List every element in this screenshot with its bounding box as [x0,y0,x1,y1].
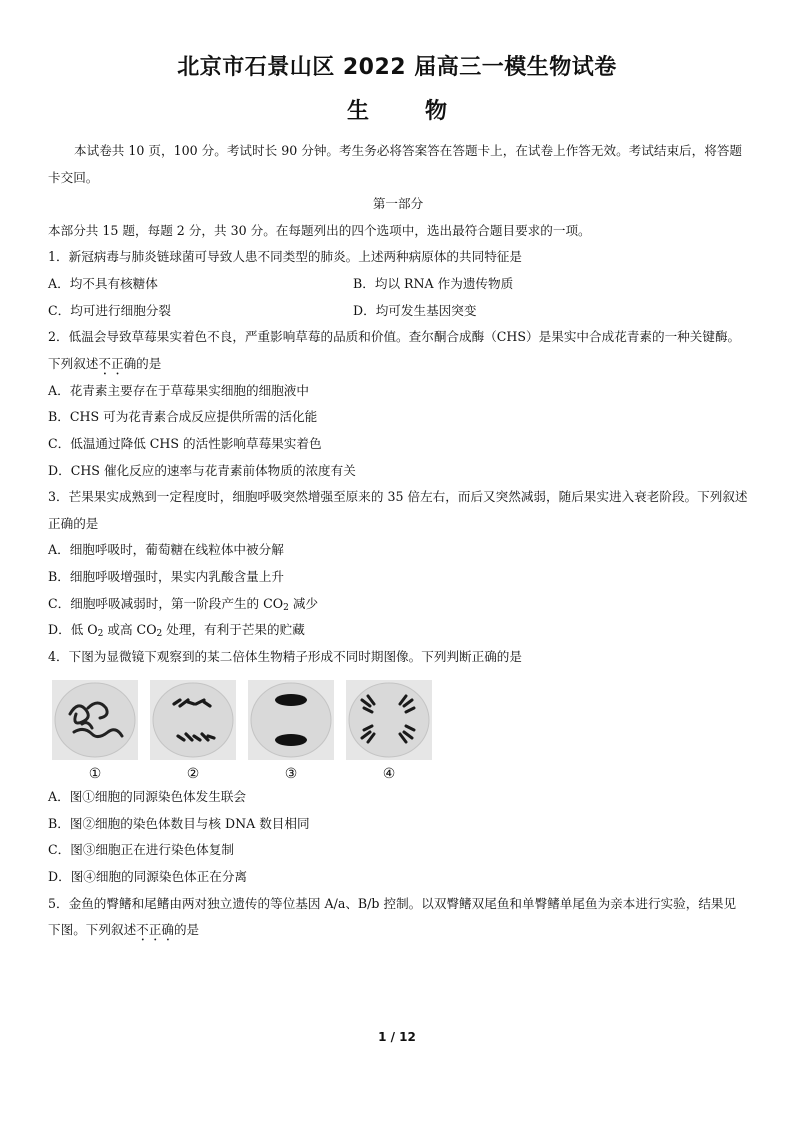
q3-d-end: 处理，有利于芒果的贮藏 [162,622,305,638]
q4-label-1: ① [88,766,102,783]
q3-option-a: A．细胞呼吸时，葡萄糖在线粒体中被分解 [48,542,284,558]
q1-stem: 1．新冠病毒与肺炎链球菌可导致人患不同类型的肺炎。上述两种病原体的共同特征是 [48,249,522,265]
q4-option-c: C．图③细胞正在进行染色体复制 [48,842,234,858]
q3-d-mid: 或高 CO [103,622,157,638]
q5-stem-text: 5．金鱼的臀鳍和尾鳍由两对独立遗传的等位基因 A/a、B/b 控制。以双臀鳍双尾鱼和单臀鳍单尾鱼为亲本进行实验，结果见下图。下列叙述 [48,895,737,938]
subject-title [0,94,794,125]
q4-option-d: D．图④细胞的同源染色体正在分离 [48,869,248,885]
q1-options-row-1 [48,271,748,298]
q4-image-2 [150,680,236,784]
part-description: 本部分共 15 题，每题 2 分，共 30 分。在每题列出的四个选项中，选出最符合题目要求的一项。 [48,222,591,238]
q3-d-sub1: 2 [97,629,104,640]
q2-option-a: A．花青素主要存在于草莓果实细胞的细胞液中 [48,382,309,398]
q4-image-4 [346,680,432,784]
q3-option-c [48,591,748,618]
subject-char-2: 物 [425,99,448,124]
q2-option-d: D．CHS 催化反应的速率与花青素前体物质的浓度有关 [48,462,356,478]
q4-option-a: A．图①细胞的同源染色体发生联会 [48,789,247,805]
q3-stem: 3．芒果果实成熟到一定程度时，细胞呼吸突然增强至原来的 35 倍左右，而后又突然减弱，随后果实进入衰老阶段。下列叙述正确的是 [48,489,748,531]
q4-option-b: B．图②细胞的染色体数目与核 DNA 数目相同 [48,815,310,831]
q4-label-3: ③ [284,766,298,783]
page-number: 1 / 12 [378,1030,416,1044]
q5-stem [48,891,748,945]
micrograph-4-image [346,680,432,760]
q5-emphasis: 不正确 [136,922,174,938]
q4-image-3 [248,680,334,784]
intro-text: 本试卷共 10 页，100 分。考试时长 90 分钟。考生务必将答案答在答题卡上，在试卷上作答无效。考试结束后，将答题卡交回。 [48,143,743,185]
q2-stem-end: 确的是 [123,355,162,371]
q3-option-d [48,617,748,644]
q1-options-row-2 [48,298,748,325]
q2-option-b: B．CHS 可为花青素合成反应提供所需的活化能 [48,409,318,425]
q2-stem [48,324,748,378]
subject-char-1: 生 [346,99,369,124]
q3-d-sub2: 2 [156,629,163,640]
q3-option-b: B．细胞呼吸增强时，果实内乳酸含量上升 [48,568,284,584]
q2-stem-text: 2．低温会导致草莓果实着色不良，严重影响草莓的品质和价值。查尔酮合成酶（CHS）是果实中合成花青素的一种关键酶。下列叙述 [48,329,741,371]
q1-option-d: D．均可发生基因突变 [353,302,477,318]
q2-option-c: C．低温通过降低 CHS 的活性影响草莓果实着色 [48,435,322,451]
q3-c-end: 减少 [288,595,319,611]
micrograph-2-image [150,680,236,760]
micrograph-1-image [52,680,138,760]
q3-c-sub: 2 [283,602,289,613]
micrograph-3-image [248,680,334,760]
q3-d-text: D．低 O [48,622,98,638]
exam-body [48,138,748,944]
part-title: 第一部分 [372,196,424,212]
q2-emphasis: 不正 [98,355,124,371]
exam-title: 北京市石景山区 2022 届高三一模生物试卷 [177,55,617,80]
q1-option-a: A．均不具有核糖体 [48,275,158,291]
q1-option-b: B．均以 RNA 作为遗传物质 [353,275,514,291]
q3-c-text: C．细胞呼吸减弱时，第一阶段产生的 CO [48,595,284,611]
q5-stem-end: 的是 [173,922,200,938]
q4-micrograph-figure [52,680,748,784]
q1-option-c: C．均可进行细胞分裂 [48,302,171,318]
q4-label-4: ④ [382,766,396,783]
q4-stem: 4．下图为显微镜下观察到的某二倍体生物精子形成不同时期图像。下列判断正确的是 [48,648,522,664]
q4-image-1 [52,680,138,784]
q4-label-2: ② [186,766,200,783]
